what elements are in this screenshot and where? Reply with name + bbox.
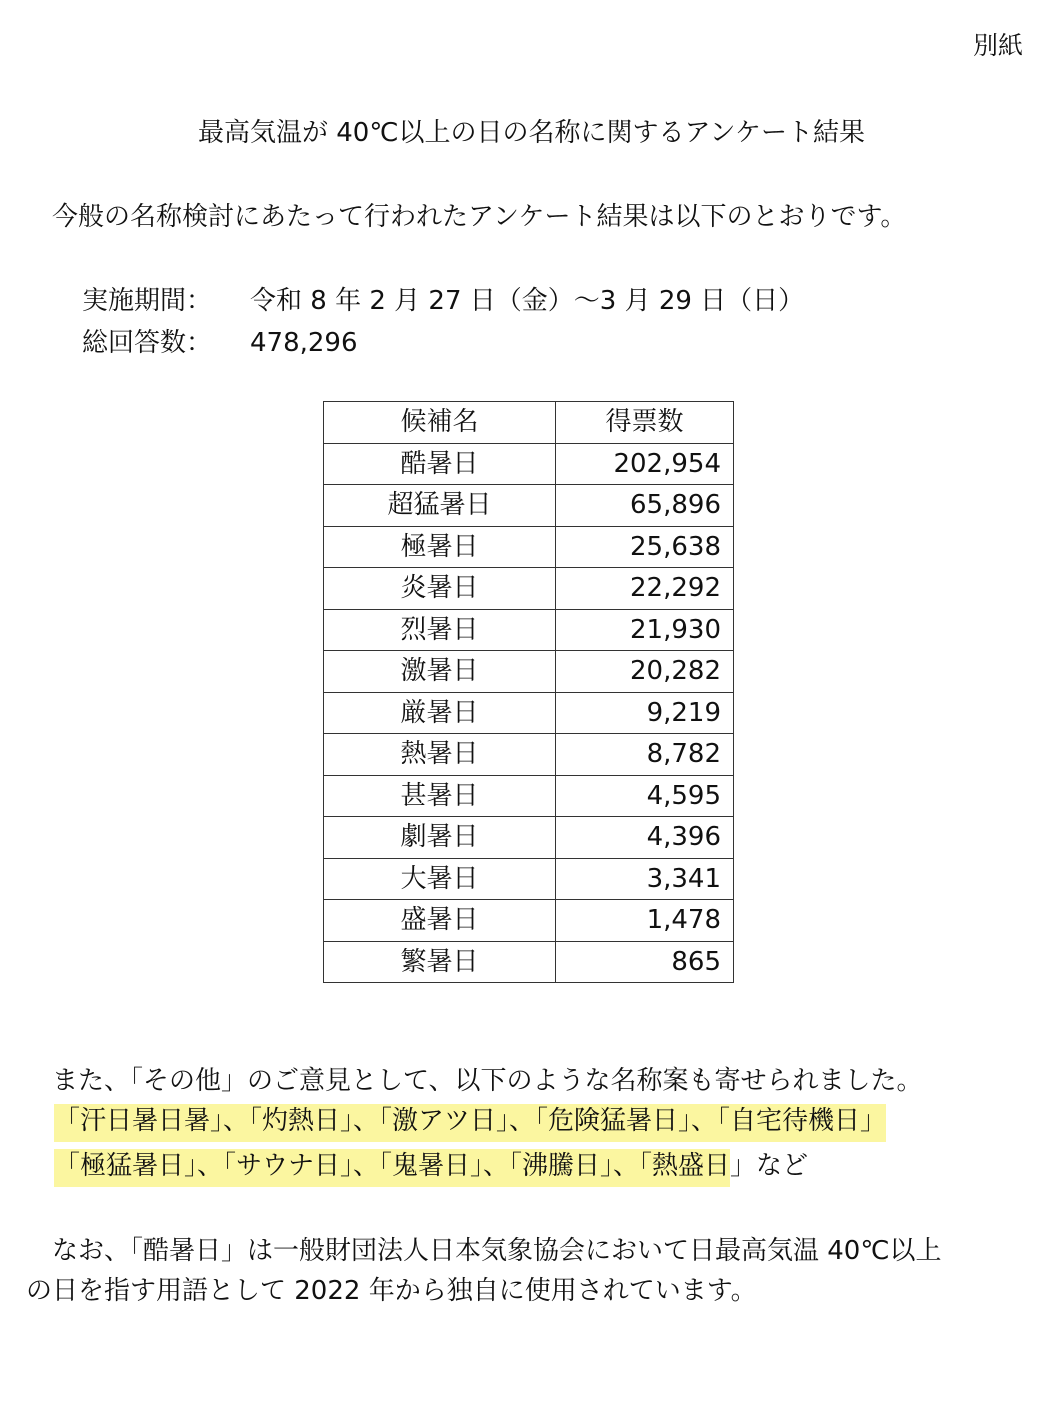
note-line-2: の日を指す用語として 2022 年から独自に使用されています。 [26,1276,757,1306]
header-vote-count: 得票数 [556,402,734,444]
note-line-1: なお、「酷暑日」は一般財団法人日本気象協会において日最高気温 40℃以上 [52,1236,942,1266]
other-suggestions-line-1 [54,1100,886,1137]
other-suggestions-line-2 [54,1145,808,1182]
candidate-name: 盛暑日 [324,900,556,942]
vote-count: 21,930 [556,609,734,651]
survey-period-label: 実施期間： [82,286,213,316]
vote-count: 20,282 [556,651,734,693]
candidate-name: 炎暑日 [324,568,556,610]
table-row [324,568,734,610]
candidate-name: 厳暑日 [324,692,556,734]
total-responses-label: 総回答数： [82,328,213,358]
candidate-name: 熱暑日 [324,734,556,776]
candidate-name: 酷暑日 [324,443,556,485]
vote-count: 865 [556,941,734,983]
candidate-name: 劇暑日 [324,817,556,859]
vote-count: 3,341 [556,858,734,900]
vote-count: 25,638 [556,526,734,568]
vote-count: 4,396 [556,817,734,859]
page-title: 最高気温が 40℃以上の日の名称に関するアンケート結果 [198,118,865,148]
candidate-name: 烈暑日 [324,609,556,651]
candidate-name: 甚暑日 [324,775,556,817]
table-row [324,817,734,859]
table-row [324,651,734,693]
vote-count: 4,595 [556,775,734,817]
vote-count: 22,292 [556,568,734,610]
table-row [324,900,734,942]
intro-text: 今般の名称検討にあたって行われたアンケート結果は以下のとおりです。 [52,202,907,232]
vote-count: 1,478 [556,900,734,942]
table-row [324,734,734,776]
table-row [324,443,734,485]
candidate-name: 激暑日 [324,651,556,693]
table-row [324,775,734,817]
other-suggestions-lead: また、「その他」のご意見として、以下のような名称案も寄せられました。 [52,1066,923,1096]
highlighted-suggestions: 「汗日暑日暑」、「灼熱日」、「激アツ日」、「危険猛暑日」、「自宅待機日」 [54,1104,886,1142]
header-candidate-name: 候補名 [324,402,556,444]
vote-count: 65,896 [556,485,734,527]
vote-count: 8,782 [556,734,734,776]
table-row [324,526,734,568]
table-row [324,485,734,527]
candidate-name: 繁暑日 [324,941,556,983]
table-row [324,858,734,900]
vote-count: 9,219 [556,692,734,734]
table-row [324,692,734,734]
attachment-label: 別紙 [972,31,1023,60]
table-row [324,941,734,983]
total-responses-row [82,322,358,359]
table-row [324,609,734,651]
candidate-name: 極暑日 [324,526,556,568]
results-table [323,401,734,983]
candidate-name: 超猛暑日 [324,485,556,527]
candidate-name: 大暑日 [324,858,556,900]
vote-count: 202,954 [556,443,734,485]
suggestions-suffix: 」など [730,1151,809,1181]
table-header-row [324,402,734,444]
survey-period-value: 令和 8 年 2 月 27 日（金）～3 月 29 日（日） [250,286,805,316]
total-responses-value: 478,296 [250,328,358,358]
survey-period-row [82,280,804,317]
highlighted-suggestions: 「極猛暑日」、「サウナ日」、「鬼暑日」、「沸騰日」、「熱盛日 [54,1149,730,1187]
